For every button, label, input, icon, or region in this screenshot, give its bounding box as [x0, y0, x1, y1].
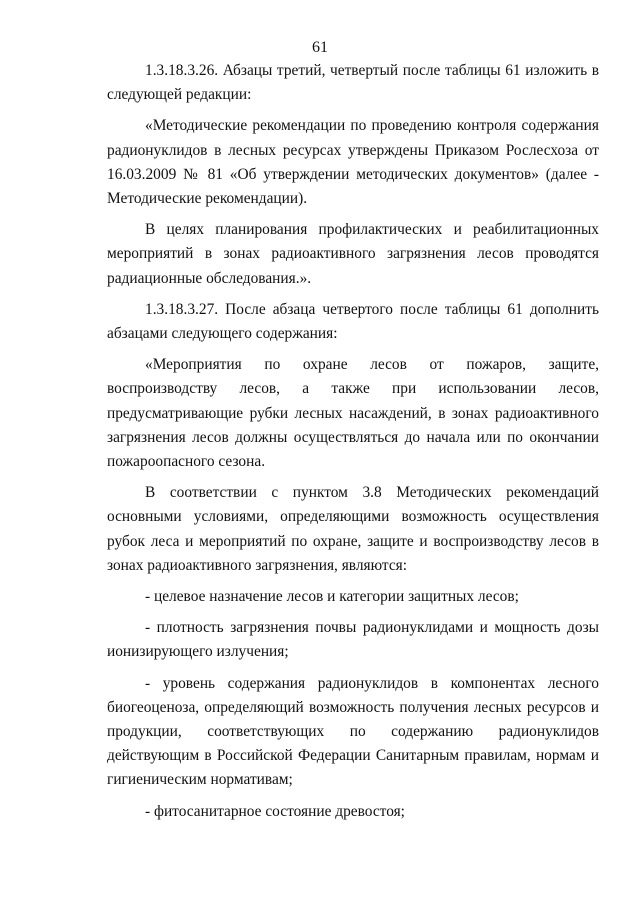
- page-number: 61: [312, 39, 328, 56]
- paragraph-amendment-27: 1.3.18.3.27. После абзаца четвертого после таблицы 61 дополнить абзацами следующего содержания:: [107, 300, 599, 343]
- paragraph-main-conditions: В соответствии с пунктом 3.8 Методических рекомендаций основными условиями, определяющими возможность осуществления рубок леса и мероприятий по охране, защите и воспроизводству лесов в зонах радиоактивного загрязнения, являются:: [107, 484, 599, 574]
- paragraph-fire-protection: «Мероприятия по охране лесов от пожаров, защите, воспроизводству лесов, а также при использовании лесов, предусматривающие рубки лесных насаждений, в зонах радиоактивного загрязнения лесов должны осуществляться до начала или по окончании пожароопасного сезона.: [107, 356, 599, 471]
- paragraph-amendment-26: 1.3.18.3.26. Абзацы третий, четвертый после таблицы 61 изложить в следующей редакции:: [107, 62, 599, 104]
- paragraph-radiation-surveys: В целях планирования профилактических и реабилитационных мероприятий в зонах радиоактивного загрязнения лесов проводятся радиационные обследования.».: [107, 221, 599, 287]
- list-item-contamination-density: - плотность загрязнения почвы радионуклидами и мощность дозы ионизирующего излучения;: [107, 619, 599, 661]
- list-item-forest-purpose: - целевое назначение лесов и категории защитных лесов;: [145, 588, 519, 606]
- list-item-radionuclide-level: - уровень содержания радионуклидов в компонентах лесного биогеоценоза, определяющий возможность получения лесных ресурсов и продукции, соответствующих по содержанию радионуклидов действующим в Российской Федерации Санитарным правилам, нормам и гигиеническим нормативам;: [107, 674, 599, 789]
- paragraph-method-recommendations: «Методические рекомендации по проведению контроля содержания радионуклидов в лесных ресурсах утверждены Приказом Рослесхоза от 16.03.2009 № 81 «Об утверждении методических документов» (далее - Методические рекомендации).: [107, 117, 599, 208]
- list-item-phytosanitary-state: - фитосанитарное состояние древостоя;: [145, 802, 405, 820]
- document-body: [107, 59, 599, 831]
